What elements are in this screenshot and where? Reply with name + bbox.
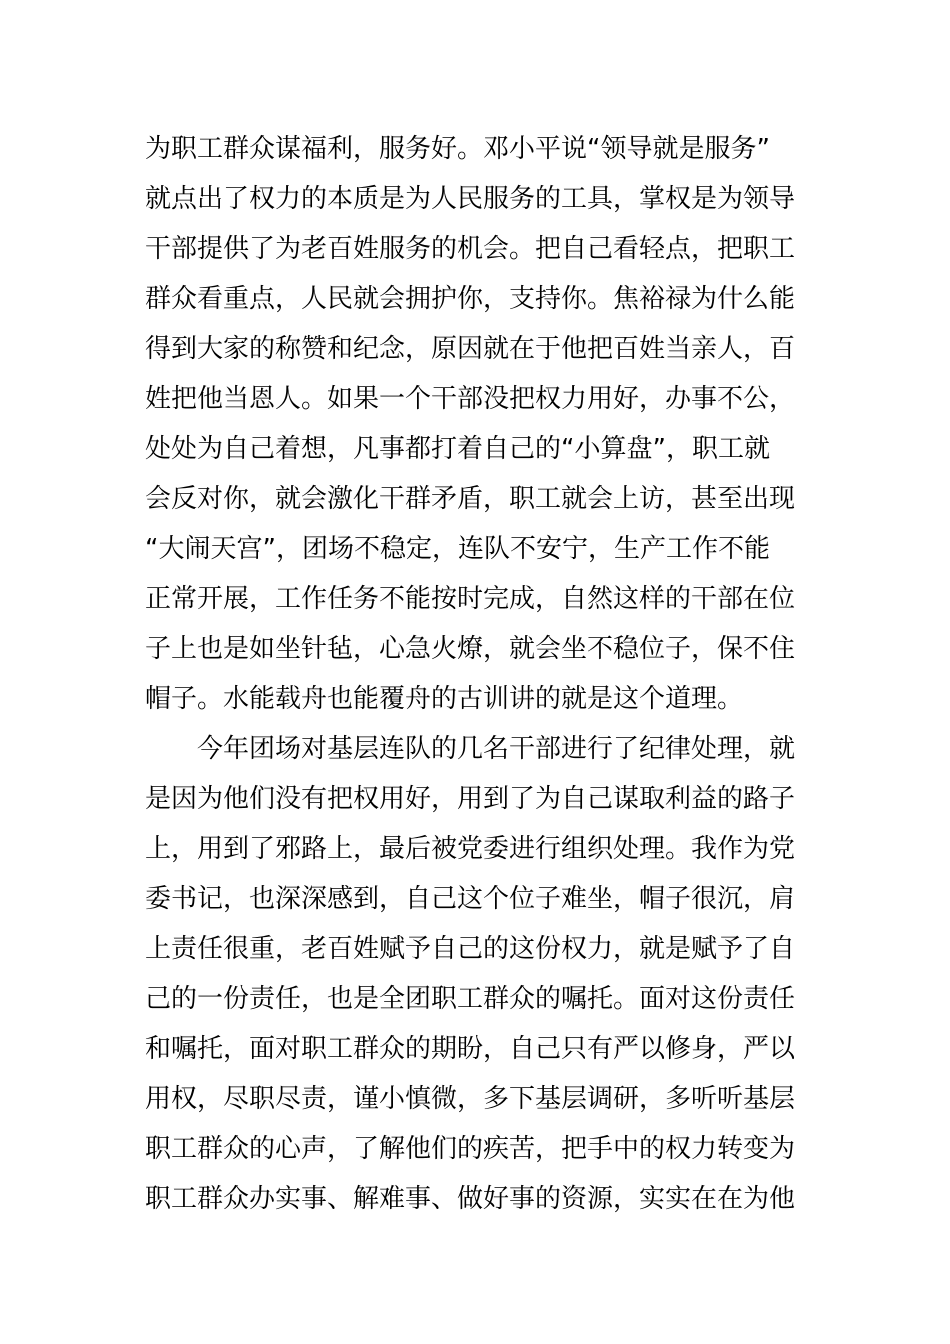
text-line: 己的一份责任，也是全团职工群众的嘱托。面对这份责任 <box>145 984 796 1014</box>
text-line: 会反对你，就会激化干群矛盾，职工就会上访，甚至出现 <box>145 484 796 514</box>
text-line: 子上也是如坐针毡，心急火燎，就会坐不稳位子，保不住 <box>145 634 796 664</box>
text-line: 职工群众办实事、解难事、做好事的资源，实实在在为他 <box>145 1184 796 1214</box>
text-line: “大闹天宫”，团场不稳定，连队不安宁，生产工作不能 <box>145 534 770 564</box>
text-line: 上责任很重，老百姓赋予自己的这份权力，就是赋予了自 <box>145 934 796 964</box>
text-line: 处处为自己着想，凡事都打着自己的“小算盘”，职工就 <box>145 434 770 464</box>
text-line: 群众看重点，人民就会拥护你，支持你。焦裕禄为什么能 <box>145 284 796 314</box>
text-line: 姓把他当恩人。如果一个干部没把权力用好，办事不公， <box>145 384 796 414</box>
text-line: 是因为他们没有把权用好，用到了为自己谋取利益的路子 <box>145 784 796 814</box>
text-line: 为职工群众谋福利，服务好。邓小平说“领导就是服务” <box>145 134 770 164</box>
paragraph-start-line: 今年团场对基层连队的几名干部进行了纪律处理，就 <box>197 734 796 764</box>
text-line: 委书记，也深深感到，自己这个位子难坐，帽子很沉，肩 <box>145 884 796 914</box>
text-line: 就点出了权力的本质是为人民服务的工具，掌权是为领导 <box>145 184 796 214</box>
body-text <box>145 124 805 1224</box>
text-line: 干部提供了为老百姓服务的机会。把自己看轻点，把职工 <box>145 234 796 264</box>
text-line: 得到大家的称赞和纪念，原因就在于他把百姓当亲人，百 <box>145 334 796 364</box>
text-line: 和嘱托，面对职工群众的期盼，自己只有严以修身，严以 <box>145 1034 796 1064</box>
text-line: 职工群众的心声，了解他们的疾苦，把手中的权力转变为 <box>145 1134 796 1164</box>
text-line: 帽子。水能载舟也能覆舟的古训讲的就是这个道理。 <box>145 684 744 714</box>
text-line: 上，用到了邪路上，最后被党委进行组织处理。我作为党 <box>145 834 796 864</box>
text-line: 正常开展，工作任务不能按时完成，自然这样的干部在位 <box>145 584 796 614</box>
text-line: 用权，尽职尽责，谨小慎微，多下基层调研，多听听基层 <box>145 1084 796 1114</box>
